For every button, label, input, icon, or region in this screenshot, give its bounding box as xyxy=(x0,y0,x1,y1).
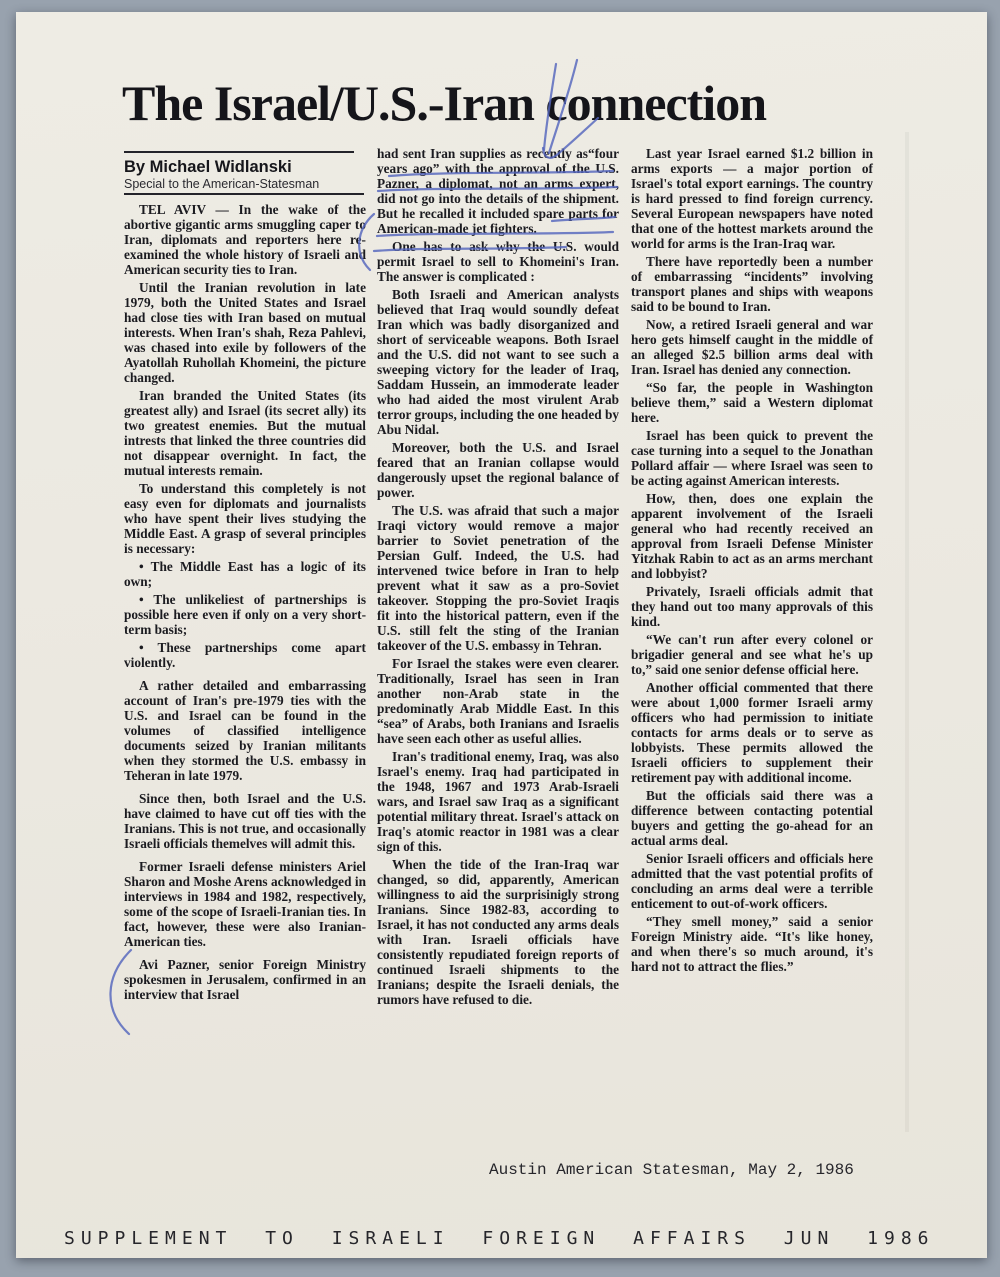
source-credit-line: Austin American Statesman, May 2, 1986 xyxy=(489,1161,854,1179)
article-paragraph: TEL AVIV — In the wake of the abortive gigantic arms smuggling caper to Iran, diplomats and reporters here re-examined the whole history of Israeli and American security ties to Iran. xyxy=(124,202,366,277)
article-paragraph: Privately, Israeli officials admit that they hand out too many approvals of this kind. xyxy=(631,584,873,629)
article-paragraph: When the tide of the Iran-Iraq war changed, so did, apparently, American willingness to aid the surprisinigly strong Iranians. Since 1982-83, according to Israel, it has not conducted any arms deals with Iran. Israeli officials have consistently repudiated foreign reports of continued Israeli shipments to the Iranians; despite the Israeli denials, the rumors have refused to die. xyxy=(377,857,619,1007)
supplement-stamp: SUPPLEMENT TO ISRAELI FOREIGN AFFAIRS JUN 1986 xyxy=(64,1228,935,1249)
article-paragraph: One has to ask why the U.S. would permit Israel to sell to Khomeini's Iran. The answer is complicated : xyxy=(377,239,619,284)
article-byline-subtitle: Special to the American-Statesman xyxy=(124,177,320,191)
article-column-2 xyxy=(377,146,619,1010)
article-paragraph: Since then, both Israel and the U.S. have claimed to have cut off ties with the Iranians. This is not true, and occasionally Israeli officials themelves will admit this. xyxy=(124,791,366,851)
article-paragraph: Moreover, both the U.S. and Israel feared that an Iranian collapse would dangerously upset the regional balance of power. xyxy=(377,440,619,500)
article-paragraph: For Israel the stakes were even clearer. Traditionally, Israel has seen in Iran another non-Arab state in the predominatly Arab Middle East. In this “sea” of Arabs, both Iranians and Israelis have seen each other as useful allies. xyxy=(377,656,619,746)
article-column-3 xyxy=(631,146,873,977)
article-paragraph: Another official commented that there were about 1,000 former Israeli army officers who had permission to initiate contacts for arms deals or to serve as lobbyists. These permits allowed the Israeli officiers to supplement their retirement pay with additional income. xyxy=(631,680,873,785)
article-paragraph: Iran branded the United States (its greatest ally) and Israel (its secret ally) its two greatest enemies. But the mutual intrests that linked the three countries did not disappear overnight. In fact, the mutual interests remain. xyxy=(124,388,366,478)
article-title: The Israel/U.S.-Iran connection xyxy=(122,75,766,131)
article-paragraph: To understand this completely is not easy even for diplomats and journalists who have spent their lives studying the Middle East. A grasp of several principles is necessary: xyxy=(124,481,366,556)
article-paragraph: • The Middle East has a logic of its own; xyxy=(124,559,366,589)
article-paragraph: Now, a retired Israeli general and war hero gets himself caught in the middle of an alleged $2.5 billion arms deal with Iran. Israel has denied any connection. xyxy=(631,317,873,377)
byline-rule-top xyxy=(124,151,354,153)
article-paragraph: Israel has been quick to prevent the case turning into a sequel to the Jonathan Pollard affair — where Israel was seen to be acting against American interests. xyxy=(631,428,873,488)
article-paragraph: A rather detailed and embarrassing account of Iran's pre-1979 ties with the U.S. and Israel can be found in the volumes of classified intelligence documents seized by Iranian militants when they stormed the U.S. embassy in Teheran in late 1979. xyxy=(124,678,366,783)
article-paragraph: There have reportedly been a number of embarrassing “incidents” involving transport planes and ships with weapons said to be bound to Iran. xyxy=(631,254,873,314)
article-paragraph: “They smell money,” said a senior Foreign Ministry aide. “It's like honey, and when there's so much around, it's hard not to attract the flies.” xyxy=(631,914,873,974)
article-paragraph: • These partnerships come apart violently. xyxy=(124,640,366,670)
newspaper-clipping xyxy=(16,12,987,1258)
article-paragraph: Former Israeli defense ministers Ariel Sharon and Moshe Arens acknowledged in interviews in 1984 and 1982, respectively, some of the scope of Israeli-Iranian ties. In fact, however, these were also Iranian-American ties. xyxy=(124,859,366,949)
article-paragraph: How, then, does one explain the apparent involvement of the Israeli general who had recently received an approval from Israeli Defense Minister Yitzhak Rabin to act as an arms merchant and lobbyist? xyxy=(631,491,873,581)
article-paragraph: Avi Pazner, senior Foreign Ministry spokesmen in Jerusalem, confirmed in an interview that Israel xyxy=(124,957,366,1002)
article-paragraph: had sent Iran supplies as recently as“four years ago” with the approval of the U.S. Pazner, a diplomat, not an arms expert, did not go into the details of the shipment. But he recalled it included spare parts for American-made jet fighters. xyxy=(377,146,619,236)
article-paragraph: Iran's traditional enemy, Iraq, was also Israel's enemy. Iraq had participated in the 1948, 1967 and 1973 Arab-Israeli wars, and Israel saw Iraq as a significant potential military threat. Israel's attack on Iraq's atomic reactor in 1981 was a clear sign of this. xyxy=(377,749,619,854)
article-paragraph: But the officials said there was a difference between contacting potential buyers and getting the go-ahead for an actual arms deal. xyxy=(631,788,873,848)
article-paragraph: Both Israeli and American analysts believed that Iraq would soundly defeat Iran which was badly disorganized and short of serviceable weapons. Both Israel and the U.S. did not want to see such a sweeping victory for the leader of Iraq, Saddam Hussein, an immoderate leader who had aided the most virulent Arab terror groups, including the one headed by Abu Nidal. xyxy=(377,287,619,437)
article-column-1 xyxy=(124,202,366,1005)
article-paragraph: Until the Iranian revolution in late 1979, both the United States and Israel had close ties with Iran based on mutual interests. When Iran's shah, Reza Pahlevi, was chased into exile by followers of the Ayatollah Ruhollah Khomeini, the picture changed. xyxy=(124,280,366,385)
article-paragraph: Senior Israeli officers and officials here admitted that the vast potential profits of concluding an arms deal were a terrible enticement to out-of-work officers. xyxy=(631,851,873,911)
article-paragraph: Last year Israel earned $1.2 billion in arms exports — a major portion of Israel's total export earnings. The country is hard pressed to find foreign currency. Several European newspapers have noted that one of the hottest markets around the world for arms is the Iran-Iraq war. xyxy=(631,146,873,251)
article-paragraph: “We can't run after every colonel or brigadier general and see what he's up to,” said one senior defense official here. xyxy=(631,632,873,677)
byline-rule-bottom xyxy=(124,193,364,195)
article-paragraph: The U.S. was afraid that such a major Iraqi victory would remove a major barrier to Soviet penetration of the Persian Gulf. Indeed, the U.S. had intervened twice before in Iran to help prevent what it saw as a pro-Soviet takeover. Stopping the pro-Soviet Iraqis fit into the historical pattern, even if the U.S. still felt the sting of the Iranian takeover of the U.S. embassy in Tehran. xyxy=(377,503,619,653)
paper-fold-artifact xyxy=(905,132,909,1132)
article-byline: By Michael Widlanski xyxy=(124,158,292,176)
article-paragraph: • The unlikeliest of partnerships is possible here even if only on a very short-term basis; xyxy=(124,592,366,637)
article-paragraph: “So far, the people in Washington believe them,” said a Western diplomat here. xyxy=(631,380,873,425)
